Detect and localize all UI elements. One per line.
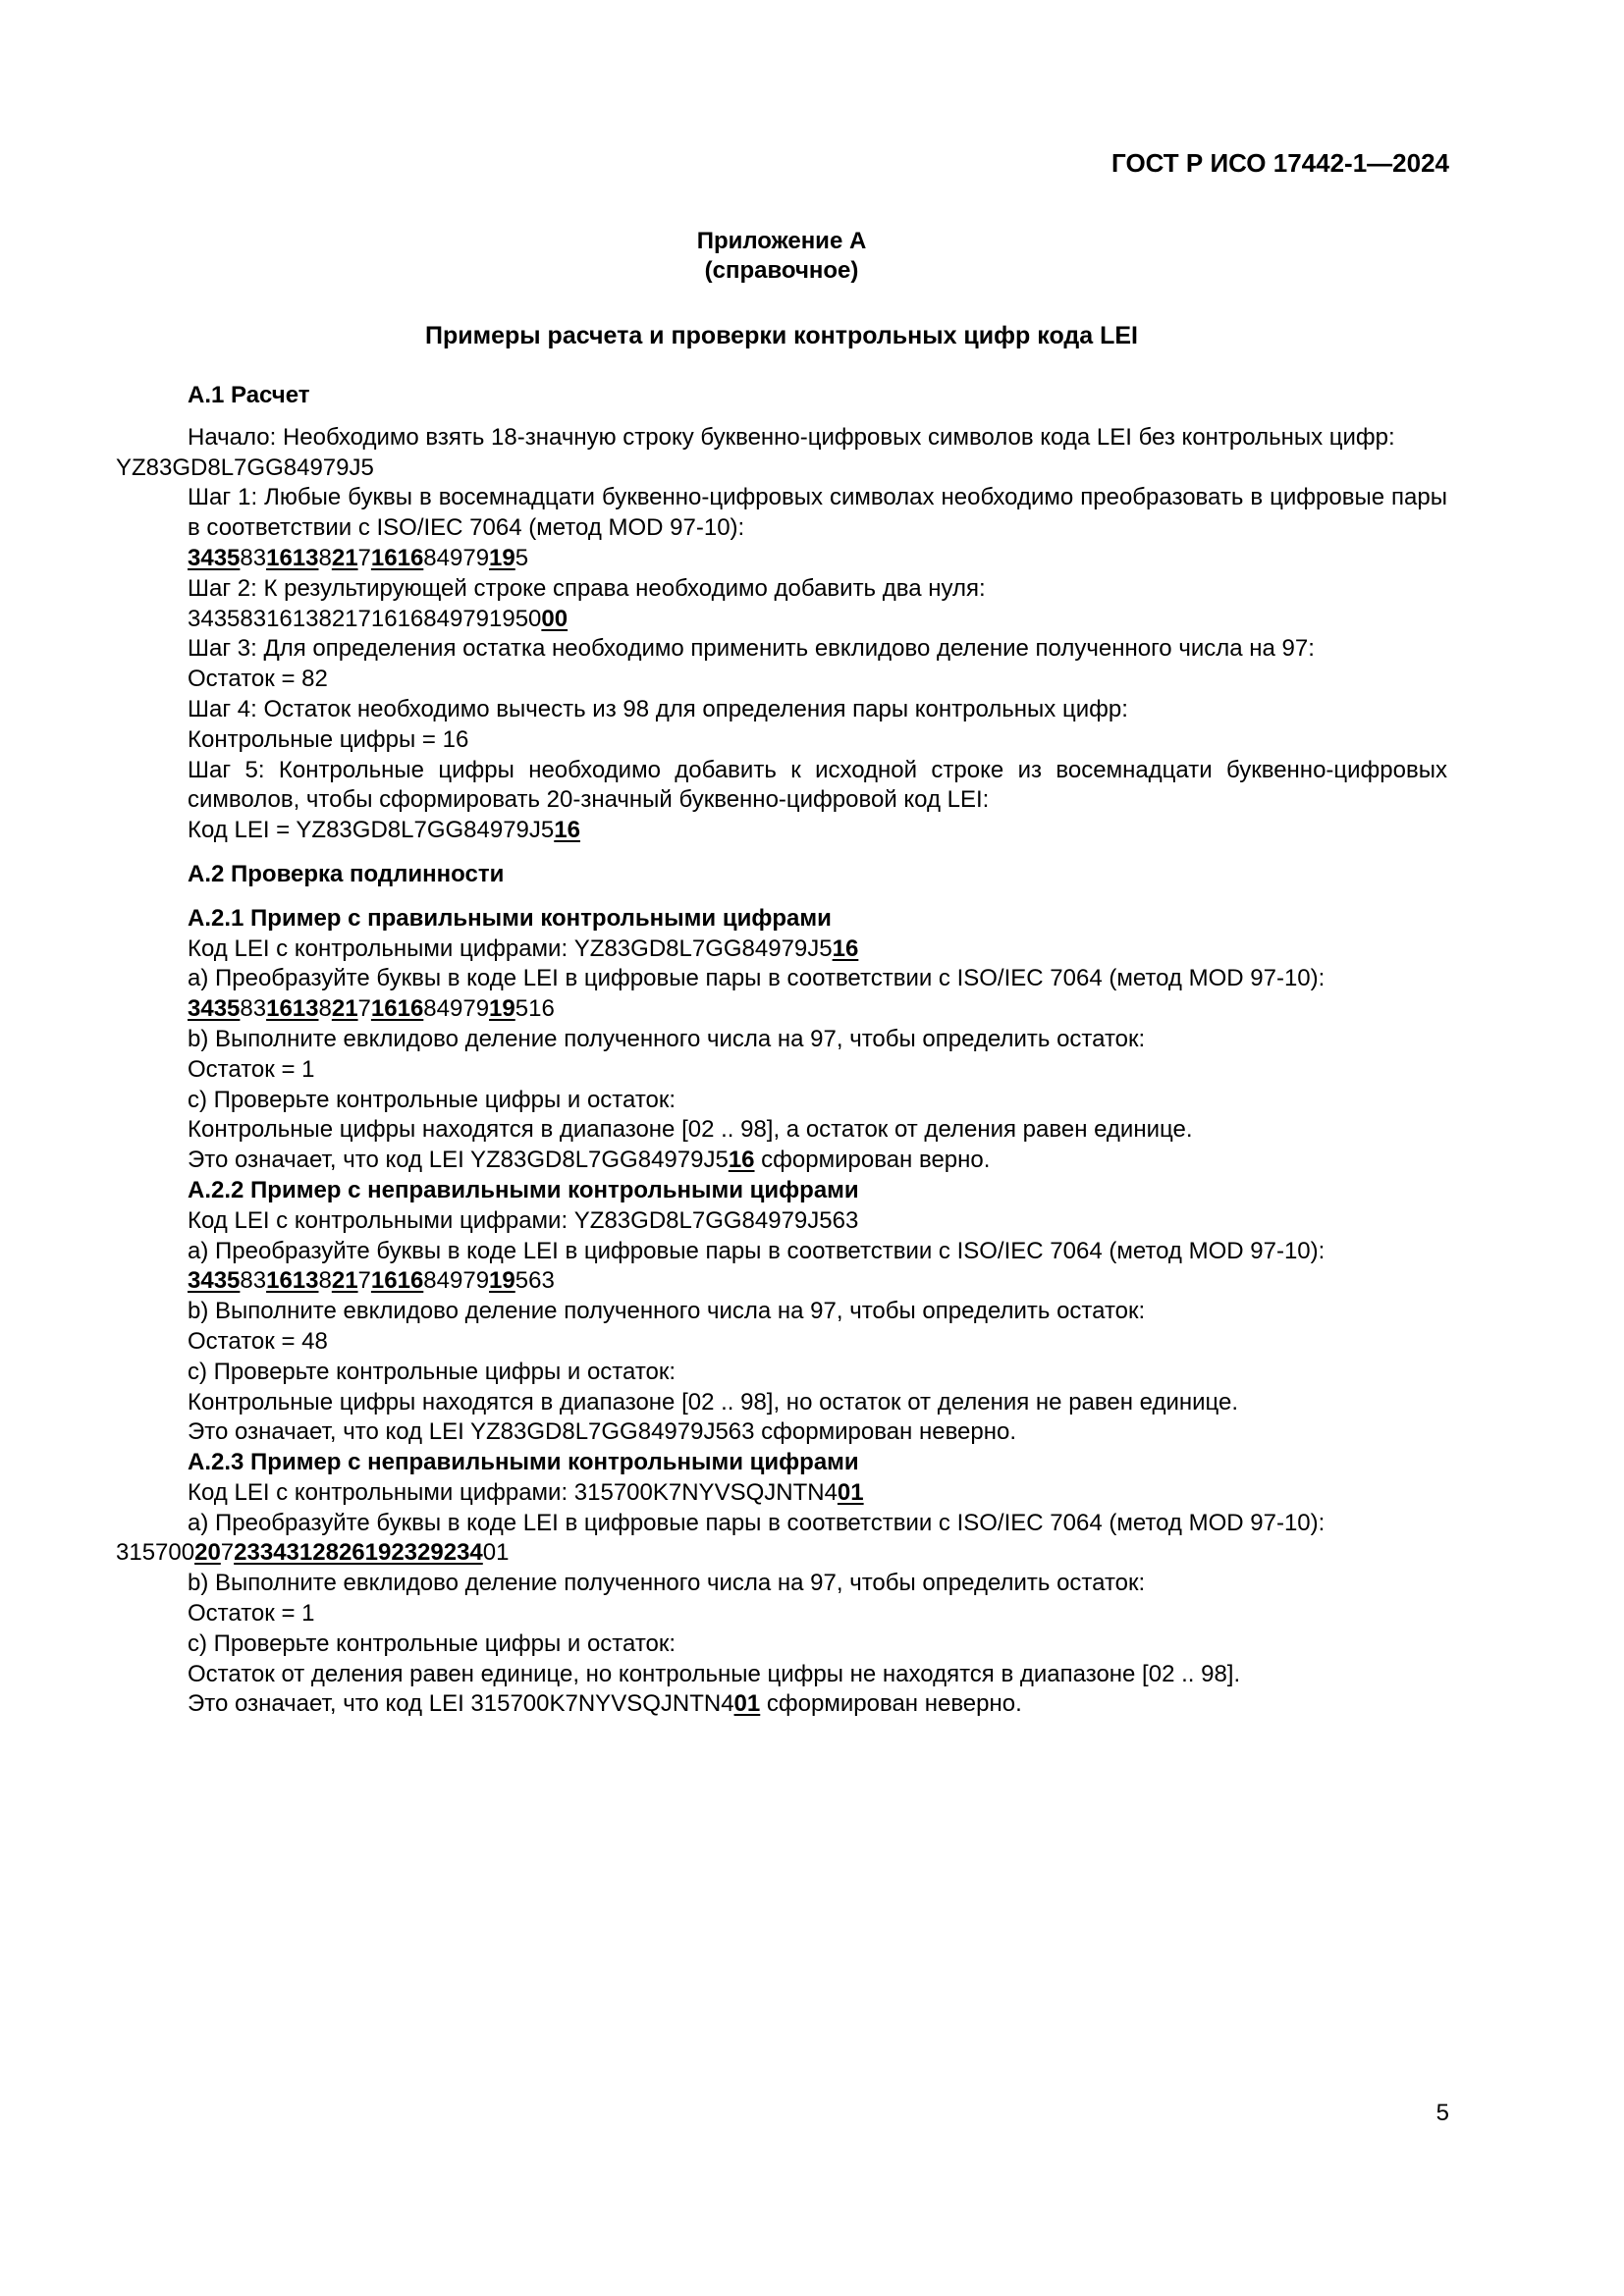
appendix-label-block [0,227,1563,286]
document-body [116,381,1447,1720]
a22-step-c-text: Контрольные цифры находятся в диапазоне [02 .. 98], но остаток от деления не равен единице. [188,1388,1239,1415]
a1-step2-text: Шаг 2: К результирующей строке справа необходимо добавить два нуля: [188,574,986,602]
a23-step-b-value: Остаток = 1 [188,1600,315,1628]
a21-code: Код LEI с контрольными цифрами: YZ83GD8L7GG84979J516 [188,934,859,962]
a1-start-value: YZ83GD8L7GG84979J5 [116,454,374,481]
a21-step-a: a) Преобразуйте буквы в коде LEI в цифровые пары в соответствии с ISO/IEC 7064 (метод MOD 97-10): [188,965,1326,992]
a1-step1-text: Шаг 1: Любые буквы в восемнадцати буквенно-цифровых символах необходимо преобразовать в цифровые пары в соответствии с ISO/IEC 7064 (метод MOD 97-10): [188,484,1447,542]
a23-step-c: c) Проверьте контрольные цифры и остаток: [188,1629,677,1657]
a1-start-text: Начало: Необходимо взять 18-значную строку буквенно-цифровых символов кода LEI без контрольных цифр: [188,423,1395,451]
section-heading-a1: А.1 Расчет [188,382,310,408]
a21-step-a-value: 3435831613821716168497919516 [188,995,555,1023]
a1-step1-value: 34358316138217161684979195 [188,544,529,571]
a21-step-b: b) Выполните евклидово деление полученного числа на 97, чтобы определить остаток: [188,1025,1146,1052]
a23-step-c-text: Остаток от деления равен единице, но контрольные цифры не находятся в диапазоне [02 .. 98]. [188,1660,1241,1687]
a1-step5-value: Код LEI = YZ83GD8L7GG84979J516 [188,817,580,844]
a21-step-b-value: Остаток = 1 [188,1055,315,1083]
a22-step-b-value: Остаток = 48 [188,1327,328,1355]
standard-code: ГОСТ Р ИСО 17442-1—2024 [1111,148,1449,178]
page-number: 5 [1435,2100,1449,2126]
a23-step-a: a) Преобразуйте буквы в коде LEI в цифровые пары в соответствии с ISO/IEC 7064 (метод MOD 97-10): [188,1509,1326,1536]
a1-step3-text: Шаг 3: Для определения остатка необходимо применить евклидово деление полученного числа на 97: [188,635,1315,663]
a21-step-c: c) Проверьте контрольные цифры и остаток: [188,1086,677,1113]
a1-step5-text: Шаг 5: Контрольные цифры необходимо добавить к исходной строке из восемнадцати буквенно-цифровых символов, чтобы сформировать 20-значный буквенно-цифровой код LEI: [188,756,1447,814]
a23-step-a-value: 315700207233431282619232923401 [116,1539,510,1567]
a22-step-b: b) Выполните евклидово деление полученного числа на 97, чтобы определить остаток: [188,1298,1146,1325]
appendix-title: Примеры расчета и проверки контрольных цифр кода LEI [424,322,1138,349]
a1-step2-value: 34358316138217161684979195000 [188,605,568,632]
appendix-label: Приложение А [696,228,867,254]
a1-step4-value: Контрольные цифры = 16 [188,725,469,753]
section-heading-a2: А.2 Проверка подлинности [188,860,505,887]
appendix-kind: (справочное) [704,257,859,284]
a22-step-a-value: 3435831613821716168497919563 [188,1267,555,1295]
a22-code: Код LEI с контрольными цифрами: YZ83GD8L7GG84979J563 [188,1206,859,1234]
a21-conclusion: Это означает, что код LEI YZ83GD8L7GG84979J516 сформирован верно. [188,1147,991,1174]
a23-conclusion: Это означает, что код LEI 315700K7NYVSQJNTN401 сформирован неверно. [188,1690,1022,1718]
a1-step4-text: Шаг 4: Остаток необходимо вычесть из 98 для определения пары контрольных цифр: [188,695,1128,722]
subsection-heading-a23: А.2.3 Пример с неправильными контрольными цифрами [188,1449,859,1476]
a23-step-b: b) Выполните евклидово деление полученного числа на 97, чтобы определить остаток: [188,1570,1146,1597]
a1-step3-value: Остаток = 82 [188,666,328,693]
a22-conclusion: Это означает, что код LEI YZ83GD8L7GG84979J563 сформирован неверно. [188,1418,1017,1446]
a22-step-a: a) Преобразуйте буквы в коде LEI в цифровые пары в соответствии с ISO/IEC 7064 (метод MOD 97-10): [188,1237,1326,1264]
subsection-heading-a22: А.2.2 Пример с неправильными контрольными цифрами [188,1176,859,1203]
a22-step-c: c) Проверьте контрольные цифры и остаток: [188,1358,677,1385]
subsection-heading-a21: А.2.1 Пример с правильными контрольными цифрами [188,904,832,932]
a23-code: Код LEI с контрольными цифрами: 315700K7NYVSQJNTN401 [188,1478,864,1506]
a21-step-c-text: Контрольные цифры находятся в диапазоне [02 .. 98], а остаток от деления равен единице. [188,1116,1193,1144]
